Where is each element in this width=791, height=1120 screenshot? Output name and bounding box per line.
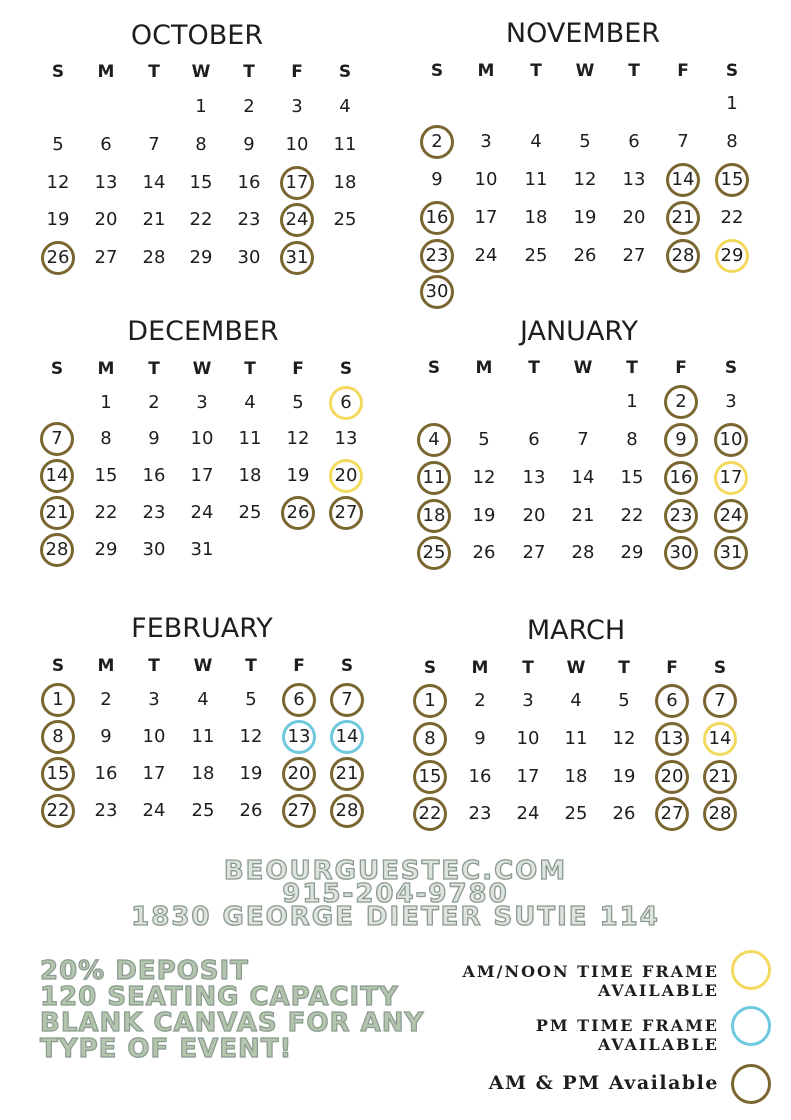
calendar-day: 27 (522, 542, 546, 563)
calendar-day-both-available: 8 (413, 722, 447, 756)
calendar-day: 1 (626, 391, 638, 412)
legend-pm-line2: AVAILABLE (598, 1035, 719, 1054)
month-title: FEBRUARY (131, 613, 273, 644)
weekday-header: W (573, 358, 593, 378)
calendar-day: 12 (573, 169, 597, 190)
weekday-header: T (244, 359, 256, 379)
weekday-header: T (148, 62, 160, 82)
weekday-header: M (97, 62, 115, 82)
legend-am-circle (731, 950, 771, 990)
calendar-day-both-available: 24 (280, 203, 314, 237)
calendar-day: 23 (468, 803, 492, 824)
weekday-header: F (292, 359, 304, 379)
promo-line-canvas: BLANK CANVAS FOR ANY (40, 1008, 425, 1038)
calendar-day-both-available: 28 (40, 533, 74, 567)
calendar-day: 22 (620, 505, 644, 526)
calendar-day: 18 (191, 763, 215, 784)
calendar-day: 6 (528, 429, 540, 450)
calendar-day: 25 (238, 502, 262, 523)
calendar-day-both-available: 26 (281, 496, 315, 530)
calendar-day-both-available: 15 (41, 757, 75, 791)
calendar-day: 23 (142, 502, 166, 523)
calendar-day-both-available: 1 (41, 683, 75, 717)
weekday-header: F (293, 656, 305, 676)
weekday-header: M (97, 656, 115, 676)
calendar-day-both-available: 7 (703, 684, 737, 718)
calendar-day-both-available: 8 (41, 720, 75, 754)
calendar-day-both-available: 15 (715, 163, 749, 197)
calendar-day: 13 (334, 428, 358, 449)
calendar-day: 1 (100, 392, 112, 413)
calendar-day: 8 (626, 429, 638, 450)
calendar-day-both-available: 9 (664, 423, 698, 457)
calendar-day: 18 (564, 766, 588, 787)
legend-am-line2: AVAILABLE (598, 981, 719, 1000)
calendar-day: 11 (524, 169, 548, 190)
calendar-day: 17 (474, 207, 498, 228)
weekday-header: S (423, 658, 437, 678)
calendar-day-both-available: 22 (413, 797, 447, 831)
calendar-day: 24 (190, 502, 214, 523)
calendar-day-both-available: 28 (330, 794, 364, 828)
calendar-day: 29 (620, 542, 644, 563)
calendar-day-both-available: 2 (664, 385, 698, 419)
calendar-day-both-available: 17 (280, 166, 314, 200)
calendar-day-both-available: 14 (666, 163, 700, 197)
weekday-header: S (339, 359, 353, 379)
calendar-day: 8 (726, 131, 738, 152)
calendar-day: 3 (480, 131, 492, 152)
calendar-day: 27 (622, 245, 646, 266)
calendar-day-both-available: 1 (413, 684, 447, 718)
calendar-day: 2 (148, 392, 160, 413)
calendar-day: 14 (142, 172, 166, 193)
legend-am-line1: AM/NOON TIME FRAME (462, 962, 719, 981)
calendar-day: 19 (239, 763, 263, 784)
calendar-day: 21 (142, 209, 166, 230)
weekday-header: S (725, 61, 739, 81)
legend-both-label: AM & PM Available (488, 1072, 719, 1094)
weekday-header: S (713, 658, 727, 678)
calendar-day: 12 (46, 172, 70, 193)
calendar-day-both-available: 26 (41, 241, 75, 275)
calendar-day: 29 (189, 247, 213, 268)
calendar-day-both-available: 6 (655, 684, 689, 718)
calendar-day: 9 (148, 428, 160, 449)
calendar-day: 1 (195, 96, 207, 117)
weekday-header: W (193, 656, 213, 676)
calendar-day: 12 (239, 726, 263, 747)
calendar-day: 16 (468, 766, 492, 787)
calendar-day: 6 (628, 131, 640, 152)
weekday-header: T (243, 62, 255, 82)
calendar-day: 11 (564, 728, 588, 749)
calendar-day: 17 (190, 465, 214, 486)
calendar-day: 31 (190, 539, 214, 560)
weekday-header: T (530, 61, 542, 81)
calendar-day: 24 (142, 800, 166, 821)
calendar-day: 30 (237, 247, 261, 268)
calendar-day: 10 (190, 428, 214, 449)
calendar-day: 10 (285, 134, 309, 155)
weekday-header: T (618, 658, 630, 678)
calendar-day-both-available: 20 (282, 757, 316, 791)
calendar-day: 4 (197, 689, 209, 710)
calendar-day: 13 (622, 169, 646, 190)
calendar-day: 26 (472, 542, 496, 563)
weekday-header: S (427, 358, 441, 378)
weekday-header: S (51, 62, 65, 82)
calendar-day: 10 (516, 728, 540, 749)
calendar-day: 3 (291, 96, 303, 117)
phone-text: 915-204-9780 (282, 879, 509, 909)
calendar-day: 2 (243, 96, 255, 117)
promo-block (40, 958, 424, 1062)
calendar-day: 26 (573, 245, 597, 266)
calendar-day: 16 (237, 172, 261, 193)
calendar-day-am-available: 6 (329, 386, 363, 420)
calendar-day: 19 (612, 766, 636, 787)
calendar-day: 28 (571, 542, 595, 563)
calendar-day: 6 (100, 134, 112, 155)
calendar-day: 18 (333, 172, 357, 193)
calendar-day-both-available: 11 (417, 461, 451, 495)
calendar-day: 11 (238, 428, 262, 449)
calendar-day: 19 (286, 465, 310, 486)
legend-pm-circle (731, 1006, 771, 1046)
weekday-header: W (575, 61, 595, 81)
calendar-day-am-available: 14 (703, 722, 737, 756)
calendar-day: 11 (191, 726, 215, 747)
calendar-day: 16 (142, 465, 166, 486)
calendar-day-both-available: 27 (655, 797, 689, 831)
calendar-day: 10 (142, 726, 166, 747)
calendar-day-both-available: 15 (413, 760, 447, 794)
legend-pm-label (536, 1016, 719, 1054)
calendar-day: 9 (100, 726, 112, 747)
calendar-day-both-available: 16 (664, 461, 698, 495)
calendar-day-both-available: 14 (40, 459, 74, 493)
calendar-day: 9 (431, 169, 443, 190)
weekday-header: F (666, 658, 678, 678)
weekday-header: T (148, 656, 160, 676)
weekday-header: S (338, 62, 352, 82)
weekday-header: W (566, 658, 586, 678)
calendar-day-both-available: 4 (417, 423, 451, 457)
calendar-day: 3 (725, 391, 737, 412)
calendar-day: 20 (522, 505, 546, 526)
calendar-day-both-available: 31 (714, 536, 748, 570)
calendar-day-both-available: 30 (420, 275, 454, 309)
month-title: JANUARY (520, 316, 638, 347)
calendar-day-both-available: 7 (330, 683, 364, 717)
calendar-day-both-available: 10 (714, 423, 748, 457)
month-title: MARCH (526, 615, 626, 646)
calendar-day: 25 (564, 803, 588, 824)
calendar-day-both-available: 21 (666, 201, 700, 235)
calendar-day: 25 (524, 245, 548, 266)
month-title: DECEMBER (127, 316, 279, 347)
calendar-day: 11 (333, 134, 357, 155)
calendar-day: 12 (286, 428, 310, 449)
weekday-header: M (471, 658, 489, 678)
calendar-day: 21 (571, 505, 595, 526)
calendar-day-both-available: 24 (714, 499, 748, 533)
calendar-day-both-available: 21 (330, 757, 364, 791)
calendar-day-both-available: 21 (703, 760, 737, 794)
promo-line-event: TYPE OF EVENT! (40, 1034, 293, 1064)
calendar-day: 25 (333, 209, 357, 230)
calendar-day: 8 (195, 134, 207, 155)
calendar-day: 5 (292, 392, 304, 413)
calendar-day: 25 (191, 800, 215, 821)
calendar-day-both-available: 27 (282, 794, 316, 828)
calendar-day: 19 (472, 505, 496, 526)
weekday-header: S (430, 61, 444, 81)
calendar-day: 26 (612, 803, 636, 824)
calendar-day: 15 (189, 172, 213, 193)
calendar-day: 23 (94, 800, 118, 821)
website-text: BEOURGUESTEC.COM (223, 856, 568, 886)
calendar-day: 3 (196, 392, 208, 413)
calendar-day: 7 (577, 429, 589, 450)
calendar-day: 5 (245, 689, 257, 710)
calendar-day: 22 (720, 207, 744, 228)
calendar-day: 9 (474, 728, 486, 749)
promo-line-deposit: 20% DEPOSIT (40, 956, 249, 986)
calendar-day: 5 (579, 131, 591, 152)
month-title: NOVEMBER (505, 18, 661, 49)
calendar-day: 5 (478, 429, 490, 450)
weekday-header: T (522, 658, 534, 678)
weekday-header: T (626, 358, 638, 378)
calendar-day-am-available: 17 (714, 461, 748, 495)
calendar-day: 19 (46, 209, 70, 230)
calendar-day-both-available: 28 (703, 797, 737, 831)
calendar-day: 1 (726, 93, 738, 114)
calendar-day: 5 (52, 134, 64, 155)
calendar-day: 4 (339, 96, 351, 117)
calendar-day-pm-available: 14 (330, 720, 364, 754)
weekday-header: F (677, 61, 689, 81)
weekday-header: S (724, 358, 738, 378)
calendar-day-both-available: 6 (282, 683, 316, 717)
calendar-day: 3 (148, 689, 160, 710)
calendar-day-both-available: 22 (41, 794, 75, 828)
weekday-header: F (291, 62, 303, 82)
calendar-day: 8 (100, 428, 112, 449)
calendar-day: 15 (620, 467, 644, 488)
month-title: OCTOBER (130, 20, 264, 51)
calendar-day: 5 (618, 690, 630, 711)
legend-pm-line1: PM TIME FRAME (535, 1016, 719, 1035)
weekday-header: W (191, 62, 211, 82)
calendar-day-both-available: 13 (655, 722, 689, 756)
weekday-header: M (475, 358, 493, 378)
calendar-day-both-available: 27 (329, 496, 363, 530)
calendar-day: 7 (677, 131, 689, 152)
calendar-day-am-available: 29 (715, 239, 749, 273)
calendar-day: 12 (612, 728, 636, 749)
calendar-day: 29 (94, 539, 118, 560)
calendar-day-both-available: 20 (655, 760, 689, 794)
calendar-day: 16 (94, 763, 118, 784)
weekday-header: S (340, 656, 354, 676)
calendar-day-am-available: 20 (329, 459, 363, 493)
calendar-day: 3 (522, 690, 534, 711)
weekday-header: S (51, 656, 65, 676)
calendar-day: 20 (94, 209, 118, 230)
calendar-day: 22 (94, 502, 118, 523)
calendar-day: 14 (571, 467, 595, 488)
legend-am-label (462, 962, 719, 1000)
weekday-header: M (97, 359, 115, 379)
weekday-header: T (245, 656, 257, 676)
legend-both-circle (731, 1064, 771, 1104)
calendar-day: 17 (142, 763, 166, 784)
calendar-day: 12 (472, 467, 496, 488)
calendar-day: 10 (474, 169, 498, 190)
calendar-day-pm-available: 13 (282, 720, 316, 754)
calendar-day: 20 (622, 207, 646, 228)
calendar-day-both-available: 28 (666, 239, 700, 273)
calendar-day-both-available: 31 (280, 241, 314, 275)
weekday-header: T (628, 61, 640, 81)
calendar-day: 23 (237, 209, 261, 230)
calendar-day: 13 (94, 172, 118, 193)
calendar-day: 7 (148, 134, 160, 155)
calendar-day: 27 (94, 247, 118, 268)
weekday-header: F (675, 358, 687, 378)
calendar-day: 22 (189, 209, 213, 230)
weekday-header: S (50, 359, 64, 379)
calendar-day: 9 (243, 134, 255, 155)
calendar-day-both-available: 21 (40, 496, 74, 530)
calendar-day: 18 (524, 207, 548, 228)
promo-line-capacity: 120 SEATING CAPACITY (40, 982, 399, 1012)
address-text: 1830 GEORGE DIETER SUTIE 114 (131, 902, 660, 932)
calendar-day: 13 (522, 467, 546, 488)
calendar-day: 15 (94, 465, 118, 486)
calendar-day: 28 (142, 247, 166, 268)
calendar-day-both-available: 7 (40, 422, 74, 456)
calendar-day-both-available: 30 (664, 536, 698, 570)
weekday-header: W (192, 359, 212, 379)
calendar-day-both-available: 23 (664, 499, 698, 533)
calendar-day: 17 (516, 766, 540, 787)
calendar-day: 24 (474, 245, 498, 266)
calendar-day: 2 (474, 690, 486, 711)
calendar-day: 18 (238, 465, 262, 486)
calendar-day: 2 (100, 689, 112, 710)
calendar-day: 24 (516, 803, 540, 824)
calendar-day: 30 (142, 539, 166, 560)
calendar-day: 19 (573, 207, 597, 228)
weekday-header: T (148, 359, 160, 379)
calendar-day-both-available: 2 (420, 125, 454, 159)
calendar-day: 4 (244, 392, 256, 413)
weekday-header: M (477, 61, 495, 81)
calendar-day-both-available: 16 (420, 201, 454, 235)
weekday-header: T (528, 358, 540, 378)
calendar-day-both-available: 23 (420, 239, 454, 273)
calendar-day: 4 (570, 690, 582, 711)
calendar-day: 26 (239, 800, 263, 821)
calendar-day-both-available: 25 (417, 536, 451, 570)
calendar-day: 4 (530, 131, 542, 152)
calendar-day-both-available: 18 (417, 499, 451, 533)
